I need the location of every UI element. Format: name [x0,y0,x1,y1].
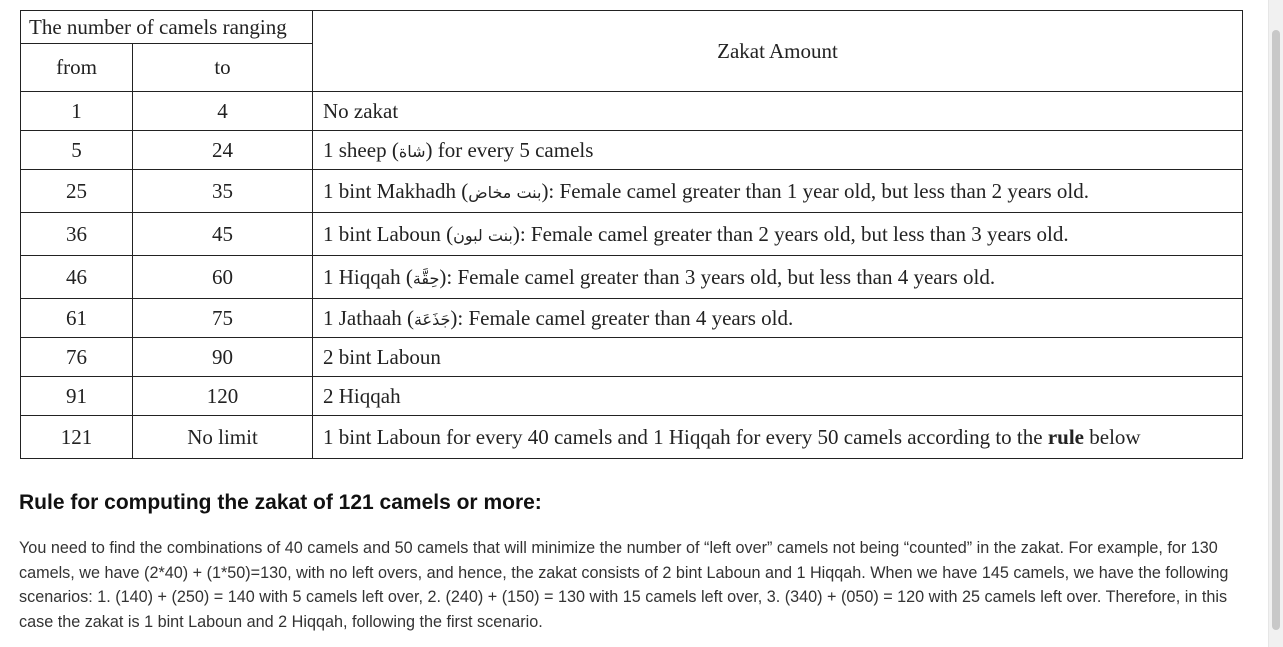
arabic-term: جَذَعَة [413,309,451,329]
cell-to: 75 [133,299,313,338]
cell-to: 45 [133,213,313,256]
amount-description: ): Female camel greater than 2 years old, but less than 3 years old. [512,221,1069,246]
header-camel-range: The number of camels ranging [21,11,313,44]
cell-from: 121 [21,416,133,459]
amount-suffix: below [1084,424,1141,449]
amount-description: ): Female camel greater than 1 year old, but less than 2 years old. [541,178,1089,203]
cell-to: 35 [133,170,313,213]
table-row [21,170,1243,213]
arabic-term: بنت مخاض [468,182,542,202]
table-row [21,416,1243,459]
cell-from: 91 [21,377,133,416]
header-from: from [21,44,133,92]
amount-text: 1 bint Laboun ( [323,221,454,246]
cell-zakat-amount [313,416,1243,459]
table-row [21,377,1243,416]
rule-reference: rule [1047,424,1084,449]
arabic-term: حِقَّة [412,268,440,288]
cell-from: 76 [21,338,133,377]
table-row [21,92,1243,131]
header-to: to [133,44,313,92]
amount-text: 1 bint Makhadh ( [323,178,469,203]
cell-from: 61 [21,299,133,338]
amount-text: No zakat [323,98,399,123]
cell-zakat-amount [313,170,1243,213]
cell-zakat-amount [313,377,1243,416]
amount-description: ) for every 5 camels [425,137,594,162]
amount-text: 2 Hiqqah [323,383,401,408]
cell-zakat-amount [313,299,1243,338]
amount-text: 2 bint Laboun [323,344,441,369]
amount-text: 1 Hiqqah ( [323,264,413,289]
cell-zakat-amount [313,131,1243,170]
cell-from: 46 [21,256,133,299]
cell-to: 60 [133,256,313,299]
cell-to: 24 [133,131,313,170]
table-row [21,338,1243,377]
cell-zakat-amount [313,256,1243,299]
table-row [21,299,1243,338]
amount-description: ): Female camel greater than 4 years old. [450,305,794,330]
cell-from: 1 [21,92,133,131]
table-row [21,131,1243,170]
header-zakat-amount: Zakat Amount [313,11,1243,92]
amount-description: ): Female camel greater than 3 years old, but less than 4 years old. [439,264,996,289]
arabic-term: شاة [398,141,426,161]
cell-zakat-amount [313,92,1243,131]
scrollbar-thumb[interactable] [1272,30,1280,630]
cell-from: 5 [21,131,133,170]
amount-text: 1 bint Laboun for every 40 camels and 1 Hiqqah for every 50 camels according to the [323,424,1048,449]
rule-heading: Rule for computing the zakat of 121 camels or more: [19,491,542,514]
cell-from: 36 [21,213,133,256]
zakat-table [20,10,1243,459]
amount-text: 1 sheep ( [323,137,399,162]
cell-from: 25 [21,170,133,213]
cell-to: No limit [133,416,313,459]
cell-zakat-amount [313,338,1243,377]
vertical-scrollbar[interactable] [1268,0,1283,647]
amount-text: 1 Jathaah ( [323,305,414,330]
cell-to: 90 [133,338,313,377]
cell-zakat-amount [313,213,1243,256]
arabic-term: بنت لبون [453,225,513,245]
rule-paragraph: You need to find the combinations of 40 camels and 50 camels that will minimize the number of “left over” camels not being “counted” in the zakat. For example, for 130 camels, we have (2*40) + (1*50)=130, with no left overs, and hence, the zakat consists of 2 bint Laboun and 1 Hiqqah. When we have 145 camels, we have the following scenarios: 1. (140) + (250) = 140 with 5 camels left over, 2. (240) + (150) = 130 with 15 camels left over, 3. (340) + (050) = 120 with 25 camels left over. Therefore, in this case the zakat is 1 bint Laboun and 2 Hiqqah, following the first scenario. [19,539,1229,631]
cell-to: 120 [133,377,313,416]
table-row [21,213,1243,256]
cell-to: 4 [133,92,313,131]
table-row [21,256,1243,299]
